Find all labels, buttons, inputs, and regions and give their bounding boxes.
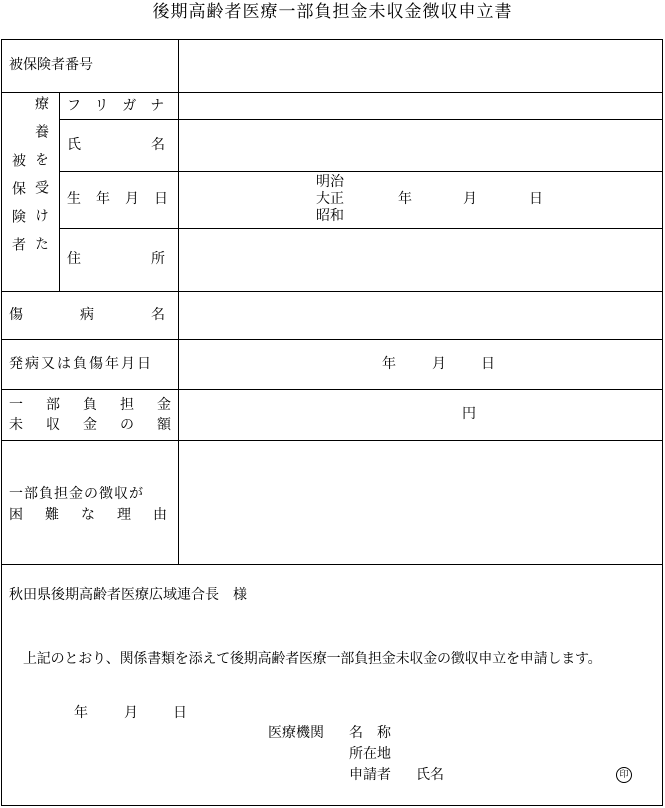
label-difficulty bbox=[9, 486, 189, 523]
address-value[interactable] bbox=[186, 252, 656, 268]
seal-mark: 印 bbox=[616, 767, 632, 783]
label-text: 一部負担金の徴収が bbox=[9, 486, 144, 502]
rule bbox=[1, 440, 663, 441]
rule bbox=[1, 291, 663, 292]
onset-month-unit: 月 bbox=[432, 356, 446, 372]
rule bbox=[59, 119, 663, 120]
institution-name-label: 名 称 bbox=[349, 725, 391, 741]
insured-number-value[interactable] bbox=[186, 58, 656, 74]
rule bbox=[59, 171, 663, 172]
era-taisho: 大正 bbox=[316, 191, 344, 207]
label-text: 被保険者 bbox=[10, 153, 26, 265]
recipient-group-col2 bbox=[32, 96, 50, 286]
label-furigana bbox=[67, 98, 179, 114]
label-amount bbox=[9, 397, 194, 433]
label-text: 療養を受けた bbox=[33, 96, 49, 264]
application-month-unit: 月 bbox=[124, 705, 138, 721]
statement: 上記のとおり、関係書類を添えて後期高齢者医療一部負担金未収金の徴収申立を申請します。 bbox=[23, 651, 602, 667]
rule bbox=[1, 564, 663, 565]
rule bbox=[1, 389, 663, 390]
label-text: 一部負担金 bbox=[9, 397, 194, 413]
addressee: 秋田県後期高齢者医療広域連合長 様 bbox=[9, 587, 247, 603]
difficulty-reason-value[interactable] bbox=[186, 450, 656, 550]
birth-era-options[interactable] bbox=[316, 174, 356, 225]
applicant-name-label: 氏名 bbox=[416, 767, 444, 783]
label-text: 被保険者番号 bbox=[9, 57, 93, 73]
currency-unit: 円 bbox=[462, 406, 476, 422]
applicant-label: 申請者 bbox=[349, 767, 391, 783]
rule bbox=[178, 39, 179, 564]
application-year-unit: 年 bbox=[74, 705, 88, 721]
label-onset-date bbox=[9, 357, 179, 371]
application-day-unit: 日 bbox=[173, 705, 187, 721]
era-meiji: 明治 bbox=[316, 174, 344, 190]
birth-year-unit: 年 bbox=[398, 191, 412, 207]
label-text: 氏名 bbox=[67, 137, 235, 153]
label-name bbox=[67, 137, 235, 153]
rule bbox=[1, 339, 663, 340]
era-showa: 昭和 bbox=[316, 208, 344, 224]
label-text: 未収金の額 bbox=[9, 417, 194, 433]
label-text: 傷病名 bbox=[9, 307, 222, 323]
disease-name-value[interactable] bbox=[186, 308, 656, 324]
label-disease-name bbox=[9, 307, 222, 323]
label-insured-number bbox=[9, 58, 171, 72]
rule bbox=[59, 92, 60, 291]
form-title: 後期高齢者医療一部負担金未収金徴収申立書 bbox=[152, 2, 513, 22]
label-birthdate bbox=[67, 191, 183, 207]
birth-month-unit: 月 bbox=[463, 191, 477, 207]
rule bbox=[1, 92, 663, 93]
institution-label: 医療機関 bbox=[268, 725, 324, 741]
onset-day-unit: 日 bbox=[481, 356, 495, 372]
name-value[interactable] bbox=[186, 138, 656, 154]
recipient-group-col1 bbox=[9, 96, 27, 286]
label-text: 生年月日 bbox=[67, 191, 183, 207]
birth-day-unit: 日 bbox=[529, 191, 543, 207]
label-address bbox=[67, 251, 235, 267]
label-text: 住所 bbox=[67, 251, 235, 267]
furigana-value[interactable] bbox=[186, 99, 656, 115]
rule bbox=[59, 228, 663, 229]
onset-year-unit: 年 bbox=[382, 356, 396, 372]
label-text: 発病又は負傷年月日 bbox=[9, 356, 153, 372]
institution-address-label: 所在地 bbox=[349, 746, 391, 762]
label-text: フリガナ bbox=[67, 98, 179, 114]
label-text: 困難な理由 bbox=[9, 507, 189, 523]
